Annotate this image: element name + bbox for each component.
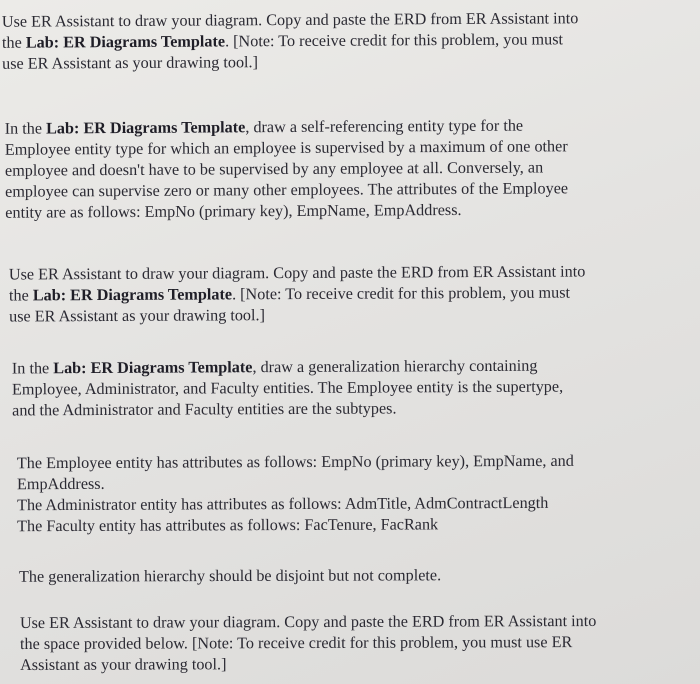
text-line: Employee entity type for which an employee is supervised by a maximum of one other [4, 137, 568, 159]
instruction-paragraph-3 [20, 611, 597, 676]
text-line: In the Lab: ER Diagrams Template, draw a self-referencing entity type for the [4, 116, 524, 138]
text-line: use ER Assistant as your drawing tool.] [9, 306, 265, 326]
text-line: and the Administrator and Faculty entities are the subtypes. [12, 399, 397, 420]
text-line: Use ER Assistant to draw your diagram. Copy and paste the ERD from ER Assistant into [1, 9, 579, 31]
text-line: the Lab: ER Diagrams Template. [Note: To receive credit for this problem, you must [8, 283, 571, 305]
text-line: Assistant as your drawing tool.] [20, 655, 227, 675]
self-referencing-task-paragraph [5, 115, 569, 223]
text-line: The Faculty entity has attributes as follows: FacTenure, FacRank [17, 515, 439, 536]
text-line: The Administrator entity has attributes as follows: AdmTitle, AdmContractLength [17, 493, 549, 515]
text-line: The generalization hierarchy should be disjoint but not complete. [18, 566, 442, 586]
text-line: The Employee entity has attributes as follows: EmpNo (primary key), EmpName, and [16, 451, 574, 473]
text-line: entity are as follows: EmpNo (primary key), EmpName, EmpAddress. [5, 200, 462, 222]
attributes-paragraph [17, 451, 574, 537]
text-line: In the Lab: ER Diagrams Template, draw a generalization hierarchy containing [11, 356, 538, 378]
template-name: Lab: ER Diagrams Template [32, 285, 233, 305]
text-line: the space provided below. [Note: To receive credit for this problem, you must use ER [19, 633, 573, 654]
generalization-task-paragraph [12, 356, 563, 422]
text-line: Use ER Assistant to draw your diagram. Copy and paste the ERD from ER Assistant into [8, 262, 586, 284]
text-line: Employee, Administrator, and Faculty entities. The Employee entity is the supertype, [11, 377, 564, 399]
instruction-paragraph-2 [9, 261, 586, 327]
text-line: the Lab: ER Diagrams Template. [Note: To receive credit for this problem, you must [1, 30, 564, 52]
text-line: Use ER Assistant to draw your diagram. Copy and paste the ERD from ER Assistant into [19, 611, 597, 633]
text-line: EmpAddress. [16, 474, 105, 494]
text-line: employee and doesn't have to be supervised by any employee at all. Conversely, an [4, 158, 544, 180]
instruction-paragraph-1 [2, 8, 579, 75]
hierarchy-constraint-paragraph [19, 565, 441, 587]
template-name: Lab: ER Diagrams Template [46, 118, 246, 138]
template-name: Lab: ER Diagrams Template [25, 32, 226, 52]
text-line: employee can supervise zero or many other employees. The attributes of the Employee [5, 179, 569, 201]
text-line: use ER Assistant as your drawing tool.] [2, 53, 259, 73]
template-name: Lab: ER Diagrams Template [53, 358, 253, 378]
